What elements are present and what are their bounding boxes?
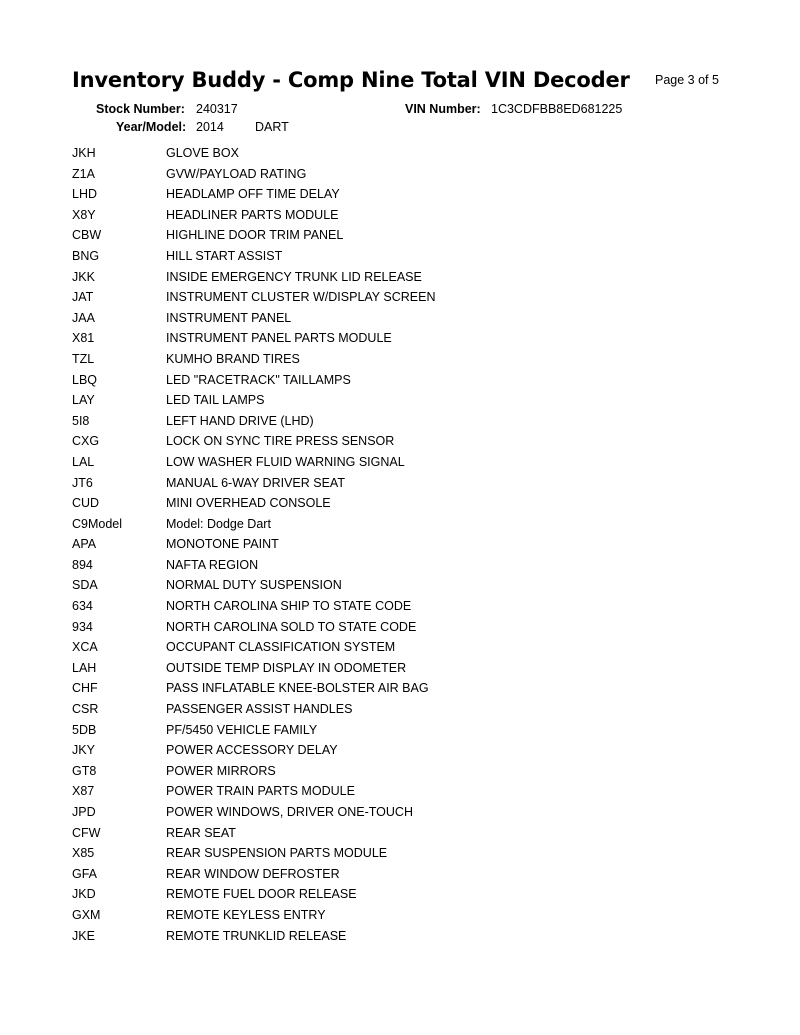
option-row [72,723,752,744]
option-row [72,187,752,208]
option-row [72,558,752,579]
option-code: X85 [72,846,95,861]
document-title: Inventory Buddy - Comp Nine Total VIN Decoder [72,68,630,92]
option-row [72,414,752,435]
option-description: INSIDE EMERGENCY TRUNK LID RELEASE [166,269,422,284]
option-row [72,146,752,167]
option-description: LOW WASHER FLUID WARNING SIGNAL [166,454,405,469]
option-description: OUTSIDE TEMP DISPLAY IN ODOMETER [166,660,407,675]
option-description: MINI OVERHEAD CONSOLE [166,496,331,511]
option-row [72,331,752,352]
option-code: JKY [72,743,95,758]
option-code: Z1A [72,166,95,181]
option-description: GLOVE BOX [166,146,239,160]
option-description: GVW/PAYLOAD RATING [166,166,307,181]
option-code: CXG [72,434,100,449]
option-code: XCA [72,640,98,655]
option-row [72,496,752,517]
option-description: NORMAL DUTY SUSPENSION [166,578,342,593]
option-row [72,661,752,682]
option-description: KUMHO BRAND TIRES [166,351,300,366]
year-value: 2014 [196,120,224,134]
option-code: LAY [72,393,95,408]
option-row [72,702,752,723]
option-row [72,249,752,270]
option-row [72,867,752,888]
option-code: X8Y [72,207,96,222]
option-row [72,208,752,229]
option-row [72,517,752,538]
option-description: REAR SUSPENSION PARTS MODULE [166,846,388,861]
option-code: X87 [72,784,95,799]
option-row [72,476,752,497]
stock-number-value: 240317 [196,102,238,116]
vin-number-value: 1C3CDFBB8ED681225 [491,102,623,116]
option-code-list [72,146,752,949]
option-code: CSR [72,702,99,717]
option-description: REAR WINDOW DEFROSTER [166,866,340,881]
option-description: PF/5450 VEHICLE FAMILY [166,722,318,737]
option-description: INSTRUMENT CLUSTER W/DISPLAY SCREEN [166,290,436,305]
option-description: HEADLAMP OFF TIME DELAY [166,187,340,202]
option-code: C9Model [72,516,123,531]
option-row [72,805,752,826]
year-model-label: Year/Model: [116,120,187,134]
option-code: 894 [72,557,93,572]
option-code: SDA [72,578,98,593]
option-row [72,784,752,805]
option-row [72,373,752,394]
option-code: LAH [72,660,97,675]
option-description: NAFTA REGION [166,557,259,572]
option-row [72,311,752,332]
option-description: NORTH CAROLINA SOLD TO STATE CODE [166,619,417,634]
option-row [72,537,752,558]
option-description: POWER MIRRORS [166,763,276,778]
option-code: JT6 [72,475,93,490]
option-row [72,290,752,311]
option-description: REMOTE KEYLESS ENTRY [166,907,326,922]
option-row [72,599,752,620]
option-code: GFA [72,866,98,881]
option-code: 5DB [72,722,97,737]
option-description: HILL START ASSIST [166,248,283,263]
option-description: HEADLINER PARTS MODULE [166,207,339,222]
stock-number-label: Stock Number: [96,102,185,116]
option-code: JAT [72,290,94,305]
option-code: TZL [72,351,95,366]
option-row [72,743,752,764]
option-description: LED TAIL LAMPS [166,393,265,408]
option-description: REAR SEAT [166,825,236,840]
option-description: LEFT HAND DRIVE (LHD) [166,413,314,428]
option-code: JPD [72,805,96,819]
option-description: REMOTE TRUNKLID RELEASE [166,928,347,943]
option-description: POWER WINDOWS, DRIVER ONE-TOUCH [166,805,413,819]
option-code: CUD [72,496,100,511]
option-description: HIGHLINE DOOR TRIM PANEL [166,228,344,243]
option-description: LOCK ON SYNC TIRE PRESS SENSOR [166,434,395,449]
option-description: POWER TRAIN PARTS MODULE [166,784,355,799]
page-number: Page 3 of 5 [655,73,719,87]
option-row [72,846,752,867]
option-code: CBW [72,228,102,243]
option-description: Model: Dodge Dart [166,516,271,531]
option-code: LBQ [72,372,98,387]
option-code: JKK [72,269,95,284]
option-row [72,640,752,661]
option-row [72,270,752,291]
option-description: MANUAL 6-WAY DRIVER SEAT [166,475,345,490]
option-code: JKD [72,887,96,902]
option-description: PASSENGER ASSIST HANDLES [166,702,353,717]
option-description: PASS INFLATABLE KNEE-BOLSTER AIR BAG [166,681,429,696]
option-description: MONOTONE PAINT [166,537,279,552]
option-row [72,393,752,414]
option-description: LED "RACETRACK" TAILLAMPS [166,372,351,387]
option-code: 634 [72,599,93,614]
option-code: 934 [72,619,93,634]
option-code: 5I8 [72,413,90,428]
option-code: LHD [72,187,98,202]
option-description: NORTH CAROLINA SHIP TO STATE CODE [166,599,412,614]
option-row [72,764,752,785]
option-description: INSTRUMENT PANEL [166,310,292,325]
option-description: OCCUPANT CLASSIFICATION SYSTEM [166,640,396,655]
model-value: DART [255,120,289,134]
option-row [72,228,752,249]
option-code: JAA [72,310,95,325]
option-row [72,826,752,847]
option-code: X81 [72,331,95,346]
option-description: INSTRUMENT PANEL PARTS MODULE [166,331,392,346]
option-description: POWER ACCESSORY DELAY [166,743,338,758]
option-row [72,455,752,476]
option-row [72,929,752,950]
option-code: APA [72,537,97,552]
option-code: JKH [72,146,96,160]
option-code: CHF [72,681,98,696]
option-description: REMOTE FUEL DOOR RELEASE [166,887,357,902]
option-row [72,620,752,641]
option-row [72,681,752,702]
option-code: BNG [72,248,100,263]
option-code: CFW [72,825,101,840]
option-row [72,434,752,455]
option-row [72,167,752,188]
option-row [72,908,752,929]
option-code: GXM [72,907,101,922]
vin-number-label: VIN Number: [405,102,481,116]
option-row [72,352,752,373]
option-code: LAL [72,454,95,469]
option-row [72,578,752,599]
option-code: GT8 [72,763,97,778]
option-row [72,887,752,908]
option-code: JKE [72,928,95,943]
